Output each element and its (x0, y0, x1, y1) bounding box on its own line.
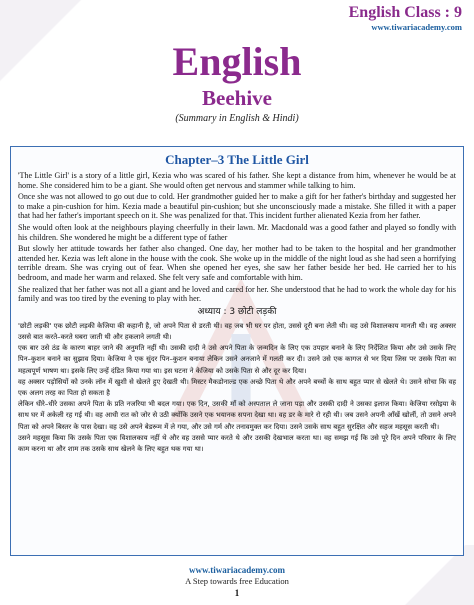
title-block (0, 40, 474, 125)
footer (0, 565, 474, 587)
hindi-paragraph: लेकिन धीरे–धीरे उसका अपने पिता के प्रति नजरिया भी बदल गया। एक दिन, उसकी माँ को अस्पताल ले जाना पड़ा और उसकी दादी ने उसका इलाज किया। केजिया रसोइया के साथ घर में अकेली रह गई थी। वह आधी रात को जोर से उठी क्योंकि उसने एक भयानक सपना देखा था। वह डर के मारे रो रही थी। जब उसने अपनी आँखें खोलीं, तो उसने अपने पिता को अपने बिस्तर के पास देखा। वह उसे अपने बेडरूम में ले गया, और उसे गर्म और तनावमुक्त कर दिया। उसने उसके साथ बहुत सुरक्षित और सहज महसूस करती थी। (18, 400, 456, 431)
summary-content (11, 147, 463, 455)
footer-site-link[interactable]: www.tiwariacademy.com (189, 565, 285, 575)
class-header (349, 4, 462, 33)
page-number: 1 (234, 588, 240, 598)
hindi-chapter-heading: अध्याय : 3 छोटी लड़की (197, 306, 277, 317)
english-paragraph: But slowly her attitude towards her father also changed. One day, her mother had to be taken to the hospital and her grandmother attended her. Kezia was left alone in the house with the cook. She woke up in the middle of the night loud as she had seen a horrifying terrible dream. She was crying out of fear. When she opened her eyes, she saw her father beside her bed. He carried her to his bedroom, and made her warm and relaxed. She felt very safe and comfortable with him. (18, 244, 456, 282)
book-title: Beehive (202, 86, 272, 110)
english-paragraph: She would often look at the neighbours playing cheerfully in their lawn. Mr. Macdonald was a good father and played so fondly with his children. She wondered he might be a different type of father (18, 222, 456, 242)
hindi-paragraph: 'छोटी लड़की' एक छोटी लड़की केजिया की कहानी है, जो अपने पिता से डरती थी। वह जब भी घर पर होता, उससे दूरी बना लेती थी। वह उसे विशालकाय मानती थी। वह अक्सर उससे बात करते–करते घबरा जाती थी और हकलाने लगती थी। (18, 321, 456, 341)
page-title: English (172, 39, 302, 84)
hindi-paragraph: एक बार उसे ठंड के कारण बाहर जाने की अनुमति नहीं थी। उसकी दादी ने उसे अपने पिता के जन्मदिन के लिए एक उपहार बनाने के लिए निर्देशित किया और उसे उसके लिए पिन–कुशन बनाने का सुझाव दिया। केजिया ने एक सुंदर पिन–कुशन बनाया लेकिन उसने अनजाने में गलती कर दी। उसने उसे एक कागज से भर दिया जिस पर उसके पिता का महत्वपूर्ण भाषण था। इसके लिए उन्हें दंडित किया गया था। इस घटना ने केजिया को उसके पिता से और दूर कर दिया। (18, 344, 456, 375)
footer-tagline: A Step towards free Education (185, 576, 289, 586)
english-paragraph: She realized that her father was not all a giant and he loved and cared for her. She understood that he had to work the whole day for his family and was too tired by the evening to play with her. (18, 284, 456, 304)
header-site-link[interactable]: www.tiwariacademy.com (371, 22, 462, 32)
summary-note: (Summary in English & Hindi) (175, 113, 299, 124)
english-paragraph: Once she was not allowed to go out due to cold. Her grandmother guided her to make a gift for her father's birthday and suggested her to make a pin-cushion for him. Kezia made a beautiful pin-cushion; but she unconsciously made a mistake. She filled it with a paper that had her father's important speech on it. She was penalized for that. This incident further alienated Kezia from her father. (18, 192, 456, 221)
class-title: English Class : 9 (348, 4, 462, 21)
english-paragraph: 'The Little Girl' is a story of a little girl, Kezia who was scared of his father. She kept a distance from him, whenever he would be at home. She considered him to be a giant. She would often get nervous and stammer while talking to him. (18, 171, 456, 190)
hindi-paragraph: उसने महसूस किया कि उसके पिता एक विशालकाय नहीं थे और वह उससे प्यार करते थे और उसकी देखभाल करता था। वह समझ गई कि उसे पूरे दिन अपने परिवार के लिए काम करना था और शाम तक उसके साथ खेलने के लिए बहुत थक गया था। (18, 433, 456, 453)
hindi-paragraph: वह अक्सर पड़ोसियों को उनके लॉन में खुशी से खेलते हुए देखती थी। मिस्टर मैकडोनाल्ड एक अच्छे पिता थे और अपने बच्चों के साथ बहुत प्यार से खेलते थे। उसने सोचा कि वह एक अलग तरह का पिता हो सकता है (18, 377, 456, 397)
summary-box (10, 146, 464, 556)
chapter-title: Chapter–3 The Little Girl (165, 152, 309, 167)
